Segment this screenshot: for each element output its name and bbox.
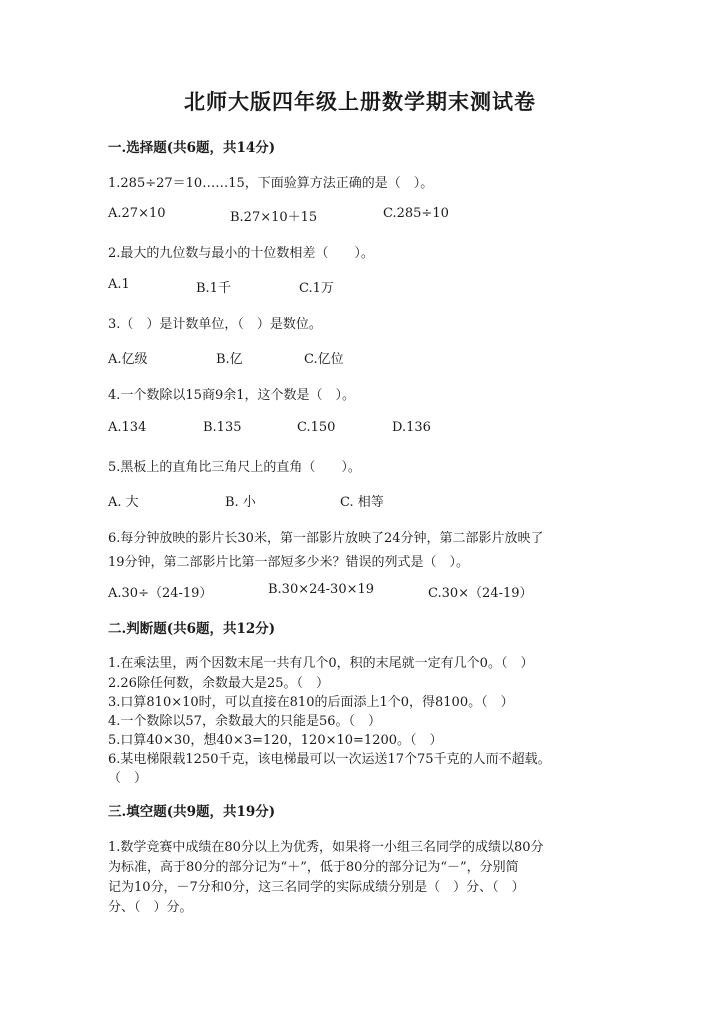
judgement-item-5: 5.口算40×30，想40×3=120，120×10=1200。（ ） [108, 733, 443, 748]
section-heading-fill-blank: 三.填空题(共9题，共19分) [108, 804, 276, 820]
option-b: B.27×10＋15 [230, 210, 318, 225]
fill-question-1-line-2: 为标准，高于80分的部分记为“＋”，低于80分的部分记为“－”，分别简 [108, 860, 519, 875]
question-1: 1.285÷27＝10……15，下面验算方法正确的是（ ）。 [108, 176, 434, 191]
judgement-item-4: 4.一个数除以57，余数最大的只能是56。（ ） [108, 714, 381, 729]
option-b: B.亿 [216, 352, 243, 367]
option-b: B. 小 [225, 495, 256, 510]
question-4-options [108, 420, 628, 438]
option-b: B.135 [203, 420, 242, 435]
judgement-item-2: 2.26除任何数，余数最大是25。（ ） [108, 676, 329, 691]
section-heading-choice: 一.选择题(共6题，共14分) [108, 140, 276, 156]
option-c: C.1万 [299, 281, 334, 296]
option-a: A.134 [108, 420, 147, 435]
option-d: D.136 [392, 420, 431, 435]
fill-question-1-line-1: 1.数学竞赛中成绩在80分以上为优秀，如果将一小组三名同学的成绩以80分 [108, 840, 544, 855]
fill-question-1-line-3: 记为10分，－7分和0分，这三名同学的实际成绩分别是（ ）分、（ ） [108, 880, 525, 895]
option-b: B.1千 [196, 281, 231, 296]
question-6-options [108, 582, 628, 600]
question-3: 3.（ ）是计数单位，（ ）是数位。 [108, 317, 322, 332]
option-c: C.150 [297, 420, 336, 435]
question-5-options [108, 491, 628, 509]
option-b: B.30×24-30×19 [268, 582, 375, 597]
option-c: C. 相等 [340, 495, 384, 510]
question-5: 5.黑板上的直角比三角尺上的直角（ ）。 [108, 460, 361, 475]
fill-question-1-line-4: 分、（ ）分。 [108, 900, 193, 915]
option-a: A.亿级 [108, 352, 148, 367]
judgement-item-3: 3.口算810×10时，可以直接在810的后面添上1个0，得8100。（ ） [108, 695, 514, 710]
page-title: 北师大版四年级上册数学期末测试卷 [184, 89, 536, 114]
question-1-options [108, 206, 628, 224]
question-6-line-2: 19分钟，第二部影片比第一部短多少米？错误的列式是（ ）。 [108, 555, 470, 570]
option-a: A.30÷（24-19） [108, 586, 213, 601]
judgement-item-1: 1.在乘法里，两个因数末尾一共有几个0，积的末尾就一定有几个0。（ ） [108, 656, 534, 671]
option-c: C.30×（24-19） [428, 586, 533, 601]
option-c: C.亿位 [304, 352, 344, 367]
option-c: C.285÷10 [383, 206, 449, 221]
question-2-options [108, 277, 628, 295]
option-a: A. 大 [108, 495, 139, 510]
section-heading-judgement: 二.判断题(共6题，共12分) [108, 621, 276, 637]
judgement-item-6-bracket: （ ） [108, 771, 148, 786]
question-2: 2.最大的九位数与最小的十位数相差（ ）。 [108, 246, 374, 261]
question-6-line-1: 6.每分钟放映的影片长30米，第一部影片放映了24分钟，第二部影片放映了 [108, 531, 544, 546]
question-4: 4.一个数除以15商9余1，这个数是（ ）。 [108, 388, 355, 403]
question-3-options [108, 348, 628, 366]
judgement-item-6: 6.某电梯限载1250千克，该电梯最可以一次运送17个75千克的人而不超载。 [108, 752, 551, 767]
option-a: A.27×10 [108, 206, 166, 221]
option-a: A.1 [108, 277, 130, 292]
